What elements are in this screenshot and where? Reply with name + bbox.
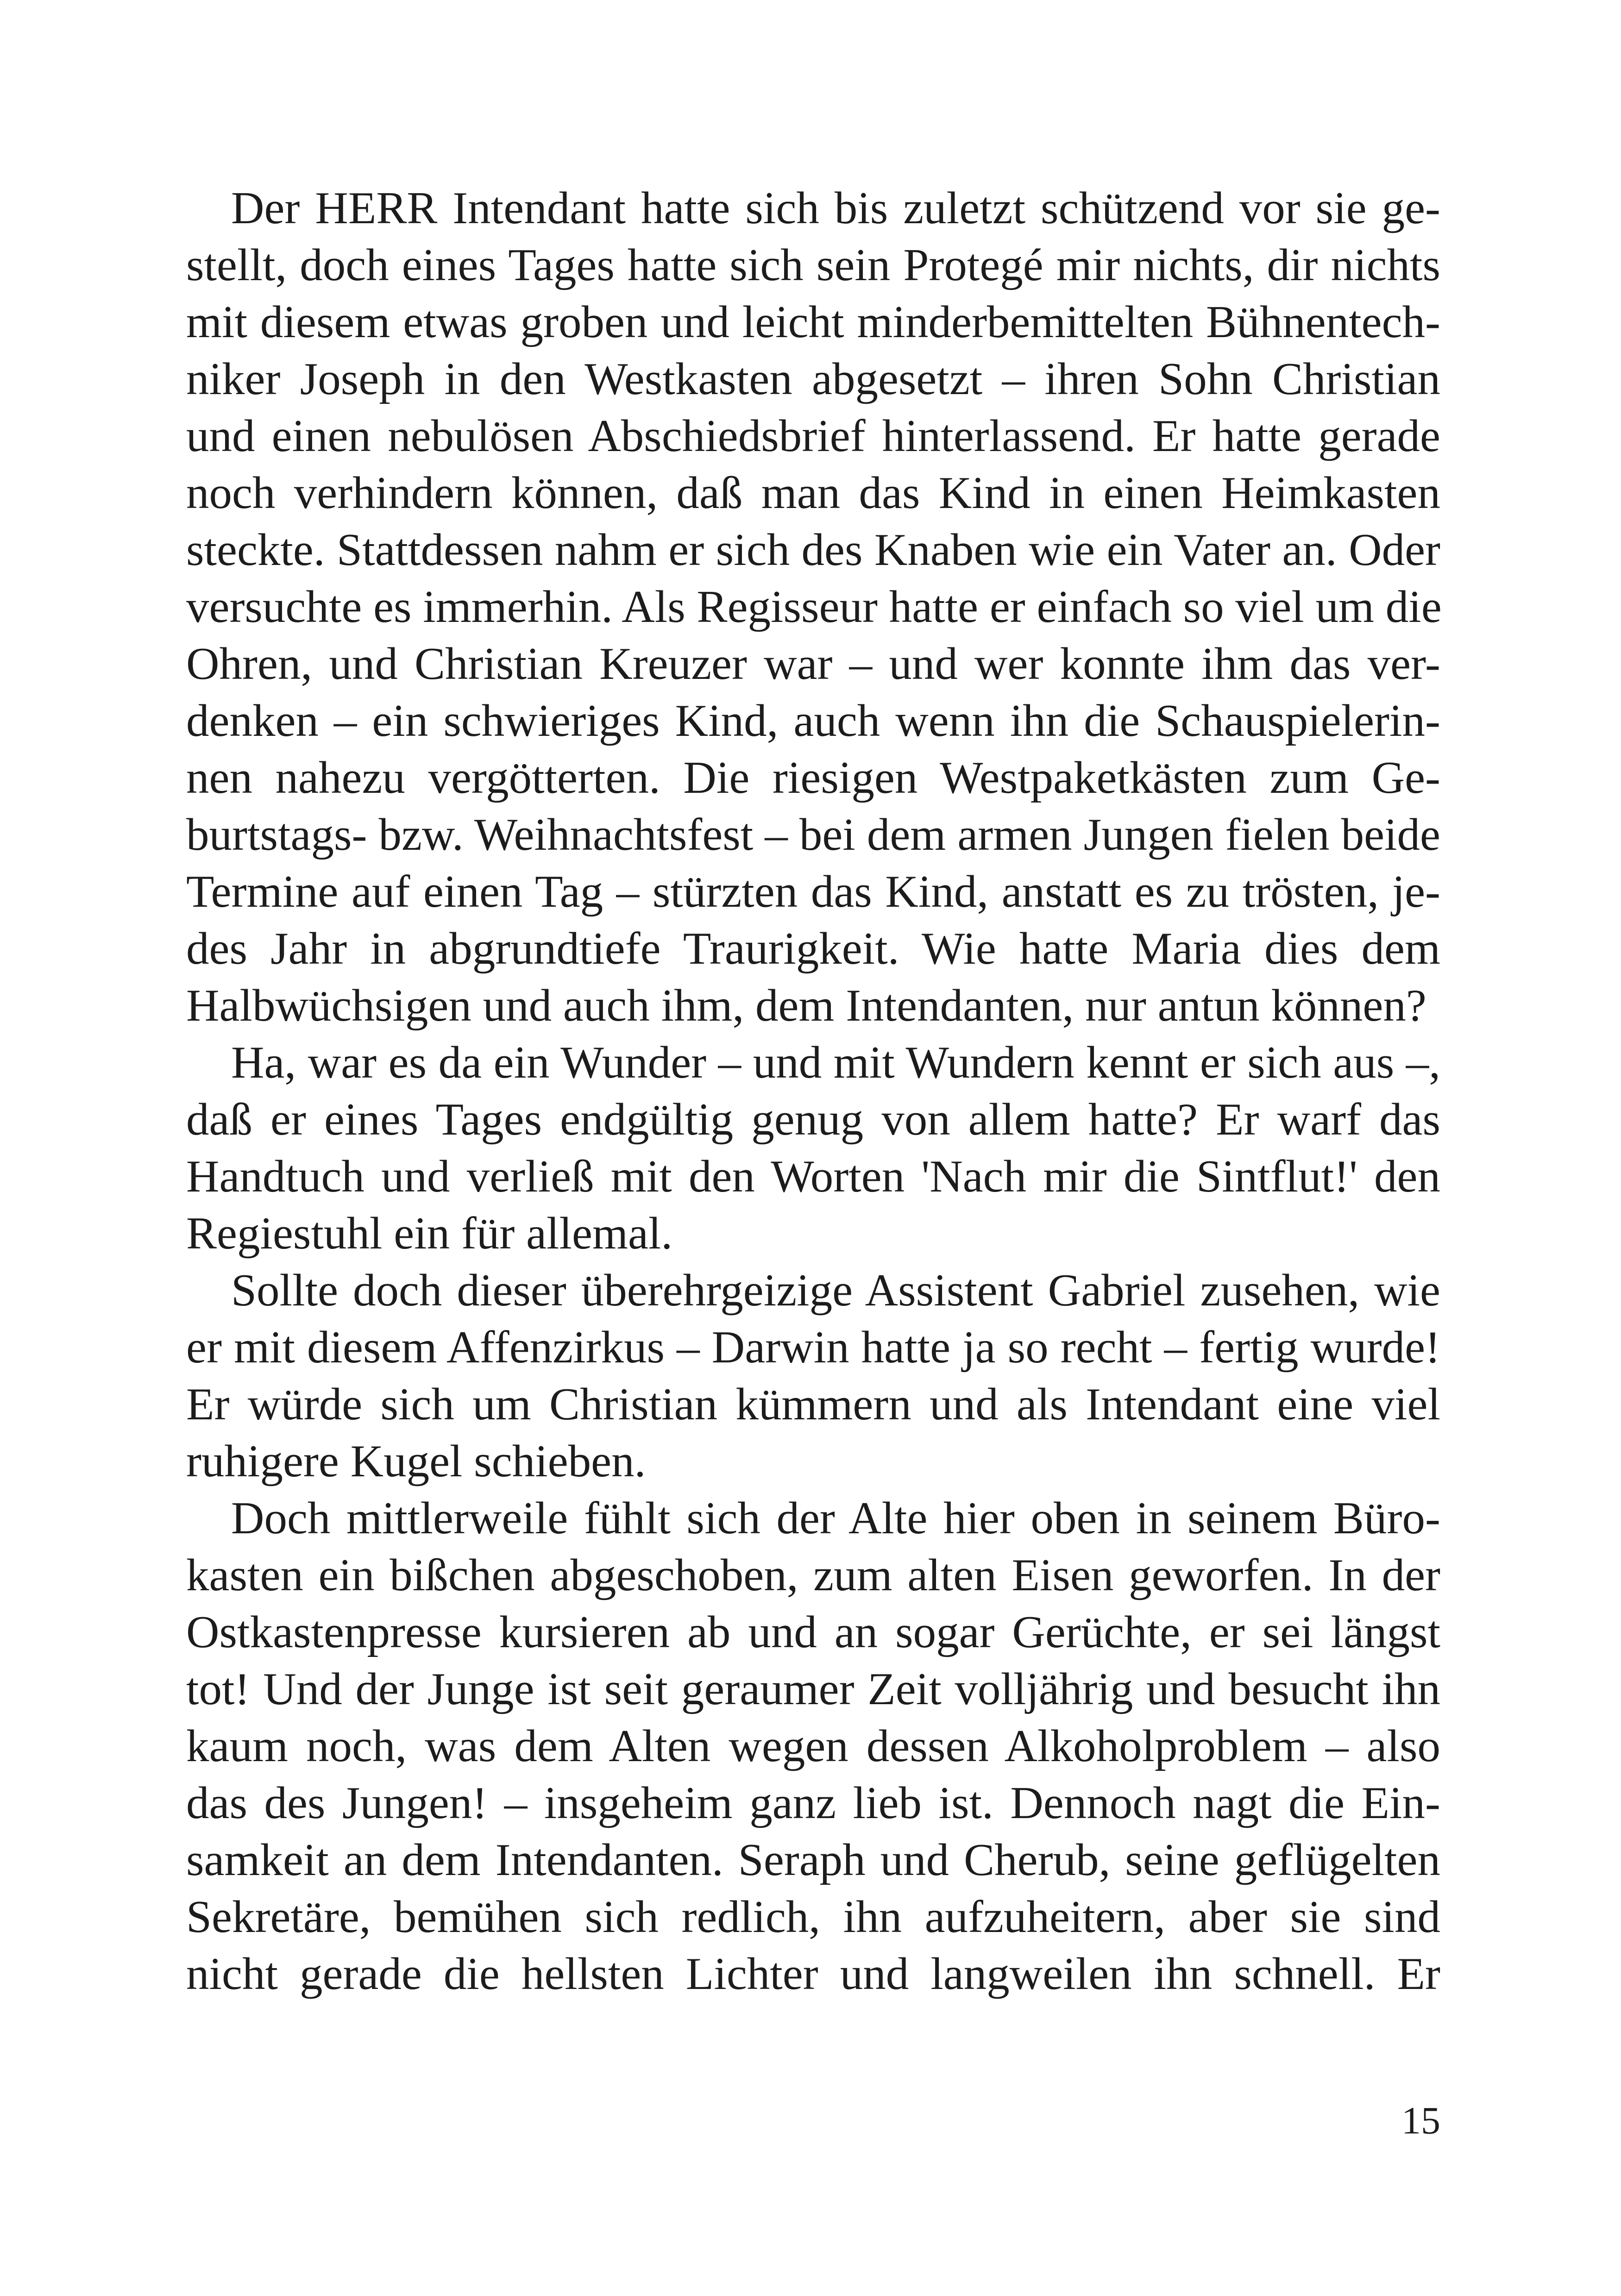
text-line: Er würde sich um Christian kümmern und als Intendant eine viel bbox=[186, 1379, 1440, 1430]
text-line: Sollte doch dieser überehrgeizige Assistent Gabriel zusehen, wie bbox=[231, 1265, 1440, 1316]
text-line: versuchte es immerhin. Als Regisseur hatte er einfach so viel um die bbox=[186, 582, 1442, 632]
page-number: 15 bbox=[1401, 2099, 1440, 2142]
text-line: tot! Und der Junge ist seit geraumer Zeit volljährig und besucht ihn bbox=[186, 1664, 1440, 1714]
text-line: das des Jungen! – insgeheim ganz lieb ist. Dennoch nagt die Ein- bbox=[186, 1778, 1440, 1828]
text-line: Ohren, und Christian Kreuzer war – und wer konnte ihm das ver- bbox=[186, 639, 1440, 689]
text-line: noch verhindern können, daß man das Kind in einen Heimkasten bbox=[186, 468, 1440, 518]
body-text bbox=[186, 180, 1440, 2002]
text-line: und einen nebulösen Abschiedsbrief hinterlassend. Er hatte gerade bbox=[186, 411, 1440, 461]
text-line: daß er eines Tages endgültig genug von allem hatte? Er warf das bbox=[186, 1094, 1440, 1145]
text-line: Handtuch und verließ mit den Worten 'Nach mir die Sintflut!' den bbox=[186, 1151, 1440, 1202]
text-line: denken – ein schwieriges Kind, auch wenn ihn die Schauspielerin- bbox=[186, 696, 1440, 746]
text-line: Halbwüchsigen und auch ihm, dem Intendanten, nur antun können? bbox=[186, 980, 1426, 1031]
text-line: steckte. Stattdessen nahm er sich des Knaben wie ein Vater an. Oder bbox=[186, 525, 1440, 575]
text-line: kaum noch, was dem Alten wegen dessen Alkoholproblem – also bbox=[186, 1721, 1440, 1771]
text-line: er mit diesem Affenzirkus – Darwin hatte ja so recht – fertig wurde! bbox=[186, 1322, 1440, 1373]
text-line: Ha, war es da ein Wunder – und mit Wundern kennt er sich aus –, bbox=[231, 1037, 1440, 1088]
text-line: Sekretäre, bemühen sich redlich, ihn aufzuheitern, aber sie sind bbox=[186, 1892, 1440, 1942]
text-line: Der HERR Intendant hatte sich bis zuletzt schützend vor sie ge- bbox=[231, 183, 1440, 233]
text-line: nen nahezu vergötterten. Die riesigen Westpaketkästen zum Ge- bbox=[186, 753, 1440, 803]
text-line: des Jahr in abgrundtiefe Traurigkeit. Wie hatte Maria dies dem bbox=[186, 923, 1440, 974]
text-line: stellt, doch eines Tages hatte sich sein Protegé mir nichts, dir nichts bbox=[186, 240, 1440, 290]
text-line: nicht gerade die hellsten Lichter und langweilen ihn schnell. Er bbox=[186, 1949, 1440, 1999]
text-line: niker Joseph in den Westkasten abgesetzt – ihren Sohn Christian bbox=[186, 354, 1440, 404]
text-line: ruhigere Kugel schieben. bbox=[186, 1436, 646, 1487]
text-line: mit diesem etwas groben und leicht minderbemittelten Bühnentech- bbox=[186, 297, 1440, 347]
text-line: Ostkastenpresse kursieren ab und an sogar Gerüchte, er sei längst bbox=[186, 1607, 1440, 1657]
text-line: Termine auf einen Tag – stürzten das Kind, anstatt es zu trösten, je- bbox=[186, 866, 1440, 917]
text-line: Doch mittlerweile fühlt sich der Alte hier oben in seinem Büro- bbox=[231, 1493, 1440, 1543]
text-line: samkeit an dem Intendanten. Seraph und Cherub, seine geflügelten bbox=[186, 1835, 1440, 1885]
text-line: kasten ein bißchen abgeschoben, zum alten Eisen geworfen. In der bbox=[186, 1550, 1440, 1600]
text-line: Regiestuhl ein für allemal. bbox=[186, 1208, 673, 1259]
text-line: burtstags- bzw. Weihnachtsfest – bei dem armen Jungen fielen beide bbox=[186, 809, 1440, 860]
